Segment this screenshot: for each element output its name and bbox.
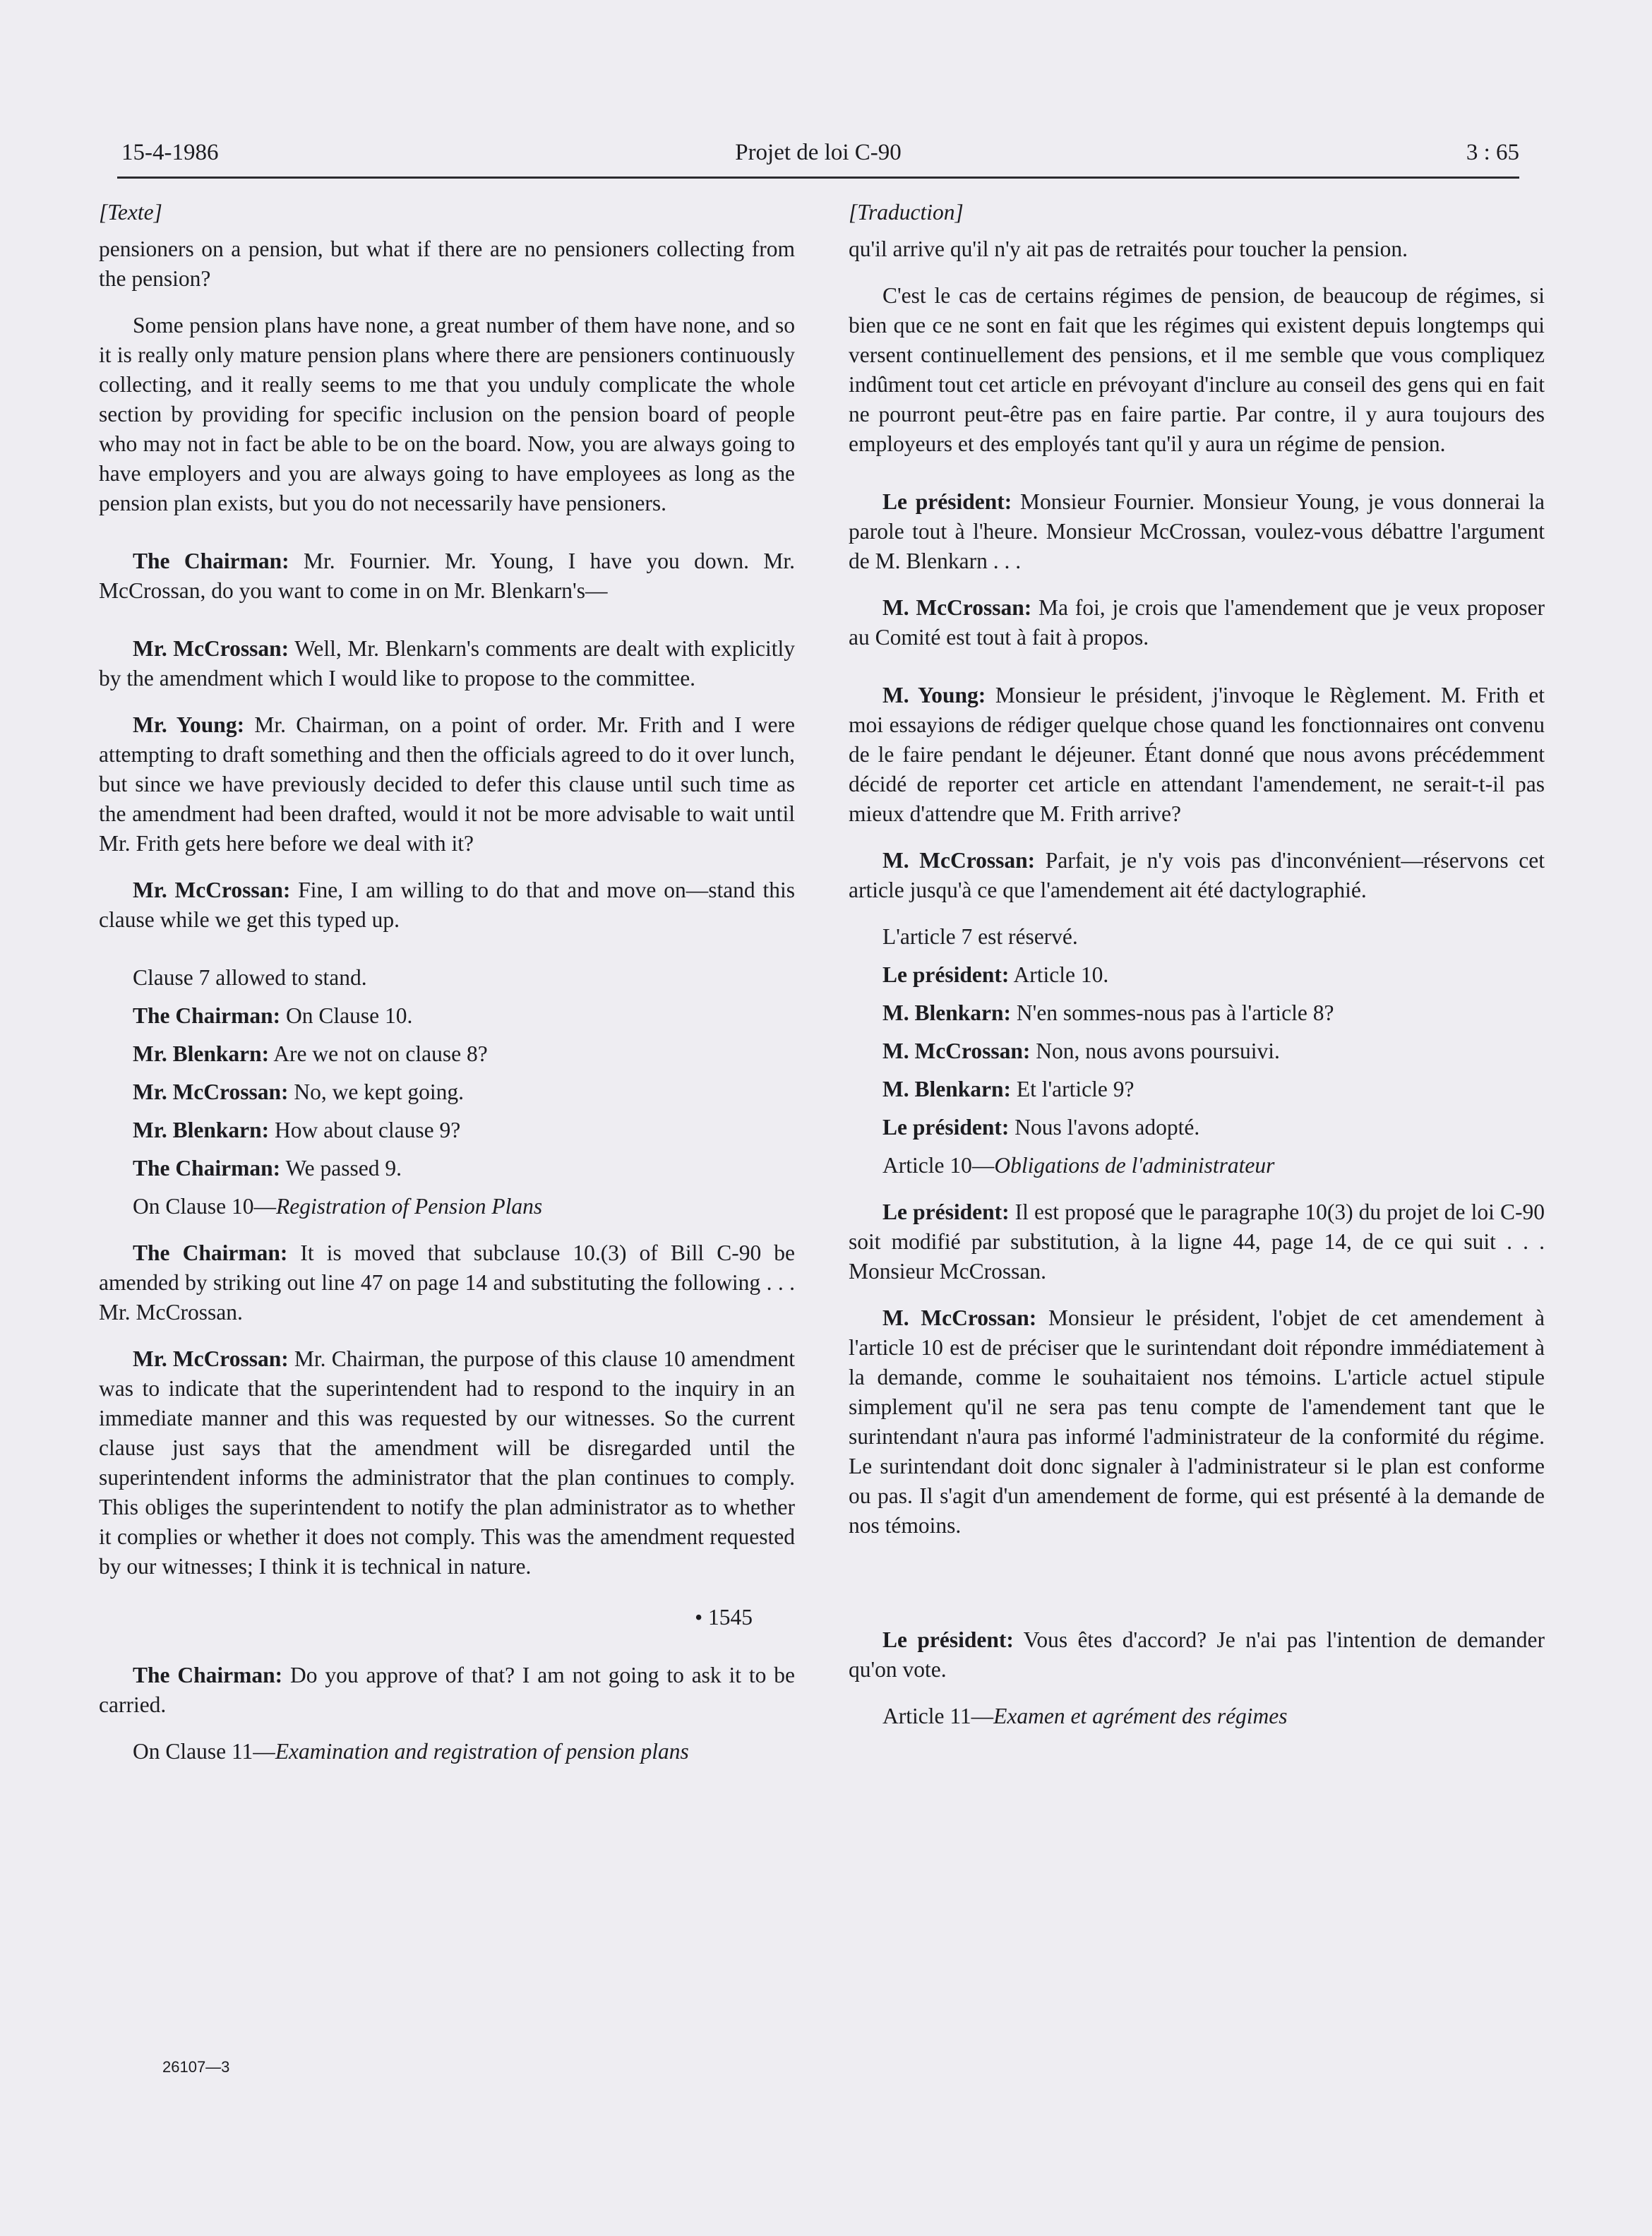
speaker-name: M. McCrossan:	[882, 1039, 1031, 1063]
paragraph: Mr. McCrossan: Well, Mr. Blenkarn's comments are dealt with explicitly by the amendment which I would like to propose to the committee.	[99, 636, 795, 690]
speaker-name: Mr. McCrossan:	[133, 1080, 289, 1104]
paragraph: Le président: Nous l'avons adopté.	[882, 1115, 1200, 1140]
paragraph: The Chairman: On Clause 10.	[133, 1003, 413, 1028]
speaker-name: M. Blenkarn:	[882, 1000, 1012, 1025]
header-date: 15-4-1986	[121, 140, 219, 165]
clause-heading: On Clause 11—Examination and registration of pension plans	[133, 1739, 689, 1764]
paragraph: The Chairman: Do you approve of that? I am not going to ask it to be carried.	[99, 1663, 795, 1717]
paragraph: The Chairman: Mr. Fournier. Mr. Young, I have you down. Mr. McCrossan, do you want to come in on Mr. Blenkarn's—	[99, 549, 796, 603]
paragraph: L'article 7 est réservé.	[882, 924, 1078, 949]
english-column	[99, 198, 795, 1766]
speaker-name: The Chairman:	[133, 1156, 281, 1180]
paragraph: Mr. Blenkarn: Are we not on clause 8?	[133, 1041, 488, 1066]
paragraph: M. McCrossan: Parfait, je n'y vois pas d'inconvénient—réservons cet article jusqu'à ce que l'amendement ait été dactylographié.	[849, 848, 1545, 902]
header-page-number: 3 : 65	[1466, 140, 1519, 165]
header-title: Projet de loi C-90	[735, 140, 902, 165]
speaker-name: M. McCrossan:	[882, 595, 1032, 620]
speaker-name: Mr. McCrossan:	[133, 636, 289, 661]
paragraph: Mr. McCrossan: No, we kept going.	[133, 1080, 464, 1104]
french-tag: [Traduction]	[849, 200, 964, 225]
speaker-name: M. Blenkarn:	[882, 1077, 1012, 1101]
speaker-name: Mr. Blenkarn:	[133, 1118, 270, 1142]
paragraph: Le président: Il est proposé que le paragraphe 10(3) du projet de loi C-90 soit modifié par substitution, à la ligne 44, page 14, de ce qui suit . . . Monsieur McCrossan.	[849, 1200, 1545, 1284]
clause-heading: Article 10—Obligations de l'administrateur	[882, 1153, 1275, 1178]
paragraph: M. Blenkarn: N'en sommes-nous pas à l'article 8?	[882, 1000, 1334, 1025]
speaker-name: M. McCrossan:	[882, 1305, 1037, 1330]
page-header	[117, 134, 1519, 179]
paragraph: The Chairman: It is moved that subclause 10.(3) of Bill C-90 be amended by striking out line 47 on page 14 and substituting the following . . . Mr. McCrossan.	[99, 1240, 795, 1325]
paragraph: M. Blenkarn: Et l'article 9?	[882, 1077, 1135, 1101]
english-tag: [Texte]	[99, 200, 162, 225]
speaker-name: The Chairman:	[133, 1003, 281, 1028]
french-column	[849, 198, 1545, 1731]
speaker-name: Mr. McCrossan:	[133, 1346, 289, 1371]
timestamp: • 1545	[695, 1605, 753, 1630]
speaker-name: Mr. McCrossan:	[133, 878, 291, 902]
paragraph: The Chairman: We passed 9.	[133, 1156, 402, 1180]
speaker-name: The Chairman:	[133, 1240, 288, 1265]
paragraph: M. Young: Monsieur le président, j'invoque le Règlement. M. Frith et moi essayions de rédiger quelque chose quand les fonctionnaires ont convenu de le faire pendant le déjeuner. Étant donné que nous avons précédemment décidé de reporter cet article en attendant l'amendement, ne serait-t-il pas mieux d'attendre que M. Frith arrive?	[849, 683, 1545, 826]
footer-code: 26107—3	[162, 2058, 230, 2076]
speaker-name: The Chairman:	[133, 1663, 283, 1687]
paragraph: M. McCrossan: Ma foi, je crois que l'amendement que je veux proposer au Comité est tout à fait à propos.	[849, 595, 1545, 650]
speaker-name: Le président:	[882, 489, 1012, 514]
paragraph: Mr. Blenkarn: How about clause 9?	[133, 1118, 461, 1142]
paragraph: Clause 7 allowed to stand.	[133, 965, 367, 990]
speaker-name: Le président:	[882, 1200, 1010, 1224]
paragraph: Mr. McCrossan: Mr. Chairman, the purpose of this clause 10 amendment was to indicate that the superintendent had to respond to the inquiry in an immediate manner and this was requested by our witnesses. So the current clause just says that the amendment will be disregarded until the superintendent informs the administrator that the plan continues to comply. This obliges the superintendent to notify the plan administrator as to whether it complies or whether it does not comply. This was the amendment requested by our witnesses; I think it is technical in nature.	[99, 1346, 795, 1579]
paragraph: Le président: Vous êtes d'accord? Je n'ai pas l'intention de demander qu'on vote.	[849, 1627, 1545, 1682]
speaker-name: Le président:	[882, 1627, 1014, 1652]
paragraph: M. McCrossan: Non, nous avons poursuivi.	[882, 1039, 1280, 1063]
paragraph: M. McCrossan: Monsieur le président, l'objet de cet amendement à l'article 10 est de préciser que le surintendant doit répondre immédiatement à la demande, comme le souhaitaient nos témoins. L'article actuel stipule simplement qu'il ne sera pas tenu compte de l'amendement tant que le surintendant n'aura pas informé l'administrateur de la conformité du régime. Le surintendant doit donc signaler à l'administrateur si le plan est conforme ou pas. Il s'agit d'un amendement de forme, qui est présenté à la demande de nos témoins.	[849, 1305, 1545, 1538]
paragraph: pensioners on a pension, but what if there are no pensioners collecting from the pension?	[99, 237, 795, 291]
speaker-name: The Chairman:	[133, 549, 289, 573]
speaker-name: M. McCrossan:	[882, 848, 1036, 873]
paragraph: Mr. Young: Mr. Chairman, on a point of order. Mr. Frith and I were attempting to draft something and then the officials agreed to do it over lunch, but since we have previously decided to defer this clause until such time as the amendment had been drafted, would it not be more advisable to wait until Mr. Frith gets here before we deal with it?	[99, 712, 796, 856]
clause-heading: On Clause 10—Registration of Pension Plans	[133, 1194, 543, 1219]
speaker-name: Le président:	[882, 962, 1010, 987]
paragraph: C'est le cas de certains régimes de pension, de beaucoup de régimes, si bien que ce ne sont en fait que les régimes qui existent depuis longtemps qui versent continuellement des pensions, et il me semble que vous compliquez indûment tout cet article en prévoyant d'inclure au conseil des gens qui en fait ne pourront peut-être pas en faire partie. Par contre, il y aura toujours des employeurs et des employés tant qu'il y aura un régime de pension.	[849, 283, 1545, 456]
paragraph: qu'il arrive qu'il n'y ait pas de retraités pour toucher la pension.	[849, 237, 1408, 261]
paragraph: Le président: Monsieur Fournier. Monsieur Young, je vous donnerai la parole tout à l'heure. Monsieur McCrossan, voulez-vous débattre l'argument de M. Blenkarn . . .	[849, 489, 1545, 573]
speaker-name: Mr. Young:	[133, 712, 245, 737]
clause-heading: Article 11—Examen et agrément des régimes	[882, 1704, 1288, 1728]
paragraph: Mr. McCrossan: Fine, I am willing to do that and move on—stand this clause while we get this typed up.	[99, 878, 795, 932]
speaker-name: Le président:	[882, 1115, 1010, 1140]
speaker-name: M. Young:	[882, 683, 986, 707]
speaker-name: Mr. Blenkarn:	[133, 1041, 270, 1066]
paragraph: Some pension plans have none, a great number of them have none, and so it is really only mature pension plans where there are pensioners continuously collecting, and it really seems to me that you unduly complicate the whole section by providing for specific inclusion on the pension board of people who may not in fact be able to be on the board. Now, you are always going to have employers and you are always going to have employees as long as the pension plan exists, but you do not necessarily have pensioners.	[99, 313, 795, 515]
paragraph: Le président: Article 10.	[882, 962, 1109, 987]
